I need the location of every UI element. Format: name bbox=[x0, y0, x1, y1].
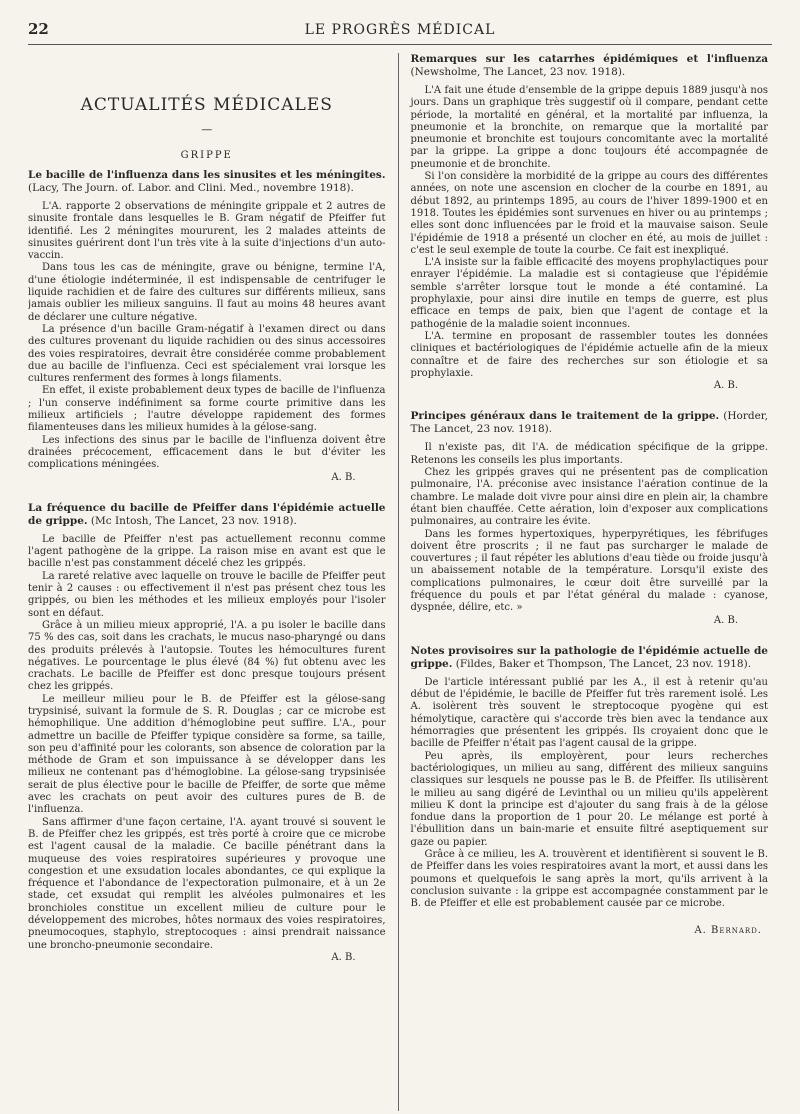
paragraph: La présence d'un bacille Gram-négatif à l'examen direct ou dans des cultures provenant du liquide rachidien ou des sinus accessoires des voies respiratoires, devrait être considérée comme probablement due au bacille de l'influenza. Ceci est spécialement vrai lorsque les cultures renferment des formes à longs filaments. bbox=[28, 323, 386, 385]
article-signature: A. B. bbox=[331, 471, 356, 483]
article-reference: (Lacy, The Journ. of. Labor. and Clini. Med., novembre 1918). bbox=[28, 182, 354, 194]
paragraph: L'A. termine en proposant de rassembler toutes les données cliniques et bactériologiques de l'épidémie actuelle afin de la mieux connaître et de faire des recherches sur son étiologie et sa prophylaxie. bbox=[410, 330, 768, 379]
journal-title: LE PROGRÈS MÉDICAL bbox=[304, 22, 496, 38]
article-signature: A. B. bbox=[331, 951, 356, 963]
article-title: Notes provisoires sur la pathologie de l'épidémie actuelle de grippe. bbox=[410, 644, 768, 670]
left-column bbox=[28, 53, 390, 1111]
article-heading bbox=[411, 53, 769, 79]
article-title: La fréquence du bacille de Pfeiffer dans l'épidémie actuelle de grippe. bbox=[28, 501, 386, 527]
paragraph: La rareté relative avec laquelle on trouve le bacille de Pfeiffer peut tenir à 2 causes : ou effectivement il n'est pas présent chez tous les grippés, ou bien les méthodes et les milieux employés pour l'isoler sont en défaut. bbox=[28, 570, 386, 619]
paragraph: Sans affirmer d'une façon certaine, l'A. ayant trouvé si souvent le B. de Pfeiffer chez les grippés, est très porté à croire que ce microbe est l'agent causal de la maladie. Ce bacille pénétrant dans la muqueuse des voies respiratoires supérieures y provoque une congestion et une exsudation locales abondantes, ce qui explique la fréquence et l'abondance de l'expectoration pulmonaire, et à un 2e stade, cet exsudat qui remplit les alvéoles pulmonaires et les bronchioles constitue un excellent milieu de culture pour le développement des microbes, hôtes normaux des voies respiratoires, pneumocoques, staphylo, streptocoques : ainsi prendrait naissance une broncho-pneumonie secondaire. bbox=[28, 816, 386, 951]
article-spacer bbox=[28, 484, 386, 502]
subsection-title: GRIPPE bbox=[180, 150, 233, 161]
article-reference: (Newsholme, The Lancet, 23 nov. 1918). bbox=[410, 66, 626, 78]
article-spacer bbox=[411, 392, 769, 410]
section-dash: — bbox=[201, 123, 213, 136]
paragraph: Le meilleur milieu pour le B. de Pfeiffer est la gélose-sang trypsinisé, suivant la formule de S. R. Douglas ; car ce microbe est hémophilique. Une addition d'hémoglobine peut suffire. L'A., pour admettre un bacille de Pfeiffer typique considère sa forme, sa taille, son peu d'affinité pour les colorants, son absence de coloration par la méthode de Gram et son impuissance à se développer dans les milieux ne contenant pas d'hémoglobine. La gélose-sang trypsinisée serait de plus élective pour le bacille de Pfeiffer, de sorte que même avec les crachats on peut avoir des cultures pures de B. de l'influenza. bbox=[28, 693, 386, 816]
paragraph: Dans tous les cas de méningite, grave ou bénigne, termine l'A, d'une étiologie indéterminée, il est indispensable de centrifuger le liquide rachidien et de faire des cultures sur différents milieux, sans jamais oublier les milieux sanguins. Il faut au moins 48 heures avant de déclarer une culture négative. bbox=[28, 262, 386, 323]
page-number: 22 bbox=[28, 20, 49, 38]
article-reference: (Horder, The Lancet, 23 nov. 1918). bbox=[410, 410, 768, 436]
right-column bbox=[407, 53, 773, 1111]
paragraph: Il n'existe pas, dit l'A. de médication spécifique de la grippe. Retenons les conseils les plus importants. bbox=[410, 442, 768, 466]
article-heading bbox=[411, 645, 769, 671]
paragraph: L'A fait une étude d'ensemble de la grippe depuis 1889 jusqu'à nos jours. Dans un graphique très suggestif où il compare, pendant cette période, la mortalité en général, et la mortalité par influenza, la pneumonie et la bronchite, on remarque que la mortalité par pneumonie et bronchite est toujours concomitante avec la mortalité par la grippe. La grippe a donc toujours été accompagnée de pneumonie et de bronchite. bbox=[410, 85, 768, 170]
paragraph: Les infections des sinus par le bacille de l'influenza doivent être drainées précocement, efficacement dans le but d'éviter les complications méningées. bbox=[28, 434, 386, 471]
column-divider bbox=[398, 53, 399, 1111]
author-signature: A. Bernard. bbox=[694, 924, 762, 936]
article-title: Remarques sur les catarrhes épidémiques et l'influenza bbox=[410, 53, 768, 65]
article-heading bbox=[28, 502, 386, 528]
article-heading bbox=[28, 169, 386, 195]
running-header bbox=[28, 20, 772, 42]
article-spacer bbox=[411, 627, 769, 645]
section-title: ACTUALITÉS MÉDICALES bbox=[80, 95, 333, 115]
article-title: Le bacille de l'influenza dans les sinusites et les méningites. bbox=[28, 169, 386, 181]
header-rule bbox=[28, 44, 772, 45]
paragraph: Chez les grippés graves qui ne présentent pas de complication pulmonaire, l'A. préconise avec insistance l'aération continue de la chambre. Le malade doit vivre pour ainsi dire en plein air, la chambre étant bien chauffée. Cette aération, loin d'exposer aux complications pulmonaires, au contraire les évite. bbox=[410, 467, 768, 528]
paragraph: De l'article intéressant publié par les A., il est à retenir qu'au début de l'épidémie, le bacille de Pfeiffer fut très rarement isolé. Les A. isolèrent très souvent le streptocoque pyogène qui est hémolytique, caractère qui s'accorde très bien avec la tendance aux hémorragies que présentent les grippés. Ils croyaient donc que le bacille de Pfeiffer n'était pas l'agent causal de la grippe. bbox=[410, 676, 768, 750]
article-signature: A. B. bbox=[713, 380, 738, 392]
paragraph: Grâce à ce milieu, les A. trouvèrent et identifièrent si souvent le B. de Pfeiffer dans les voies respiratoires avant la mort, et aussi dans les poumons et quelquefois le sang après la mort, qu'ils arrivent à la conclusion suivante : la grippe est accompagnée constamment par le B. de Pfeiffer et elle est probablement causée par ce microbe. bbox=[410, 849, 768, 910]
article-reference: (Mc Intosh, The Lancet, 23 nov. 1918). bbox=[90, 514, 297, 527]
article-reference: (Fildes, Baker et Thompson, The Lancet, 23 nov. 1918). bbox=[455, 657, 752, 670]
paragraph: Grâce à un milieu mieux approprié, l'A. a pu isoler le bacille dans 75 % des cas, soit dans les crachats, le mucus naso-pharyngé ou dans des produits prélevés à l'autopsie. Toutes les hémocultures furent négatives. Le pourcentage le plus élevé (84 %) fut obtenu avec les crachats. Le bacille de Pfeiffer est donc presque toujours présent chez les grippés. bbox=[28, 619, 386, 693]
article-title: Principes généraux dans le traitement de la grippe. bbox=[410, 410, 720, 423]
two-column-body bbox=[28, 53, 772, 1111]
paragraph: Dans les formes hypertoxiques, hyperpyrétiques, les fébrifuges doivent être proscrits ; il ne faut pas surcharger le malade de couvertures ; il faut répéter les ablutions d'eau tiède ou froide jusqu'à un abaissement notable de la température. Lorsqu'il existe des complications pulmonaires, le cœur doit être surveillé par la fréquence du pouls et par l'état général du malade : cyanose, dyspnée, délire, etc. » bbox=[410, 528, 768, 614]
paragraph: Peu après, ils employèrent, pour leurs recherches bactériologiques, un milieu au sang, différent des milieux sanguins classiques sur lesquels ne pousse pas le B. de Pfeiffer. Ils utilisèrent le milieu au sang digéré de Levinthal ou un milieu qu'ils appelèrent milieu K dont la principe est d'ajouter du sang frais à de la gélose fondue dans la proportion de 1 pour 20. Le mélange est porté à l'ébullition dans un bain-marie et ensuite filtré aseptiquement sur gaze ou papier. bbox=[410, 750, 768, 848]
paragraph: En effet, il existe probablement deux types de bacille de l'influenza ; l'un conserve indéfiniment sa forme courte primitive dans les milieux artificiels ; l'autre développe rapidement des formes filamenteuses dans les milieux humides à la gélose-sang. bbox=[28, 385, 386, 434]
article-signature: A. B. bbox=[713, 614, 738, 626]
paragraph: L'A. rapporte 2 observations de méningite grippale et 2 autres de sinusite frontale dans lesquelles le B. Gram négatif de Pfeiffer fut identifié. Les 2 méningites moururent, les 2 malades atteints de sinusites guérirent dont l'un très vite à la suite d'injections d'un auto-vaccin. bbox=[28, 201, 386, 262]
paragraph: L'A insiste sur la faible efficacité des moyens prophylactiques pour enrayer l'épidémie. La maladie est si contagieuse que l'épidémie semble s'arrêter lorsque tout le monde a été contaminé. La prophylaxie, pour ainsi dire inutile en temps de guerre, est plus efficace en temps de paix, bien que l'agent de contage et la pathogénie de la maladie soient inconnues. bbox=[410, 257, 768, 330]
paragraph: Le bacille de Pfeiffer n'est pas actuellement reconnu comme l'agent pathogène de la grippe. La raison mise en avant est que le bacille n'est pas constamment décelé chez les grippés. bbox=[28, 533, 386, 570]
article-heading bbox=[411, 410, 769, 436]
paragraph: Si l'on considère la morbidité de la grippe au cours des différentes années, on note une ascension en clocher de la courbe en 1891, au début 1892, au printemps 1895, au cours de l'hiver 1899-1900 et en 1918. Toutes les épidémies sont survenues en hiver ou au printemps ; elles sont donc influencées par le froid et la mauvaise saison. Seule l'épidémie de 1918 a présenté un clocher en été, au mois de juillet : c'est le seul exemple de toute la courbe. Ce fait est inexpliqué. bbox=[410, 171, 768, 256]
